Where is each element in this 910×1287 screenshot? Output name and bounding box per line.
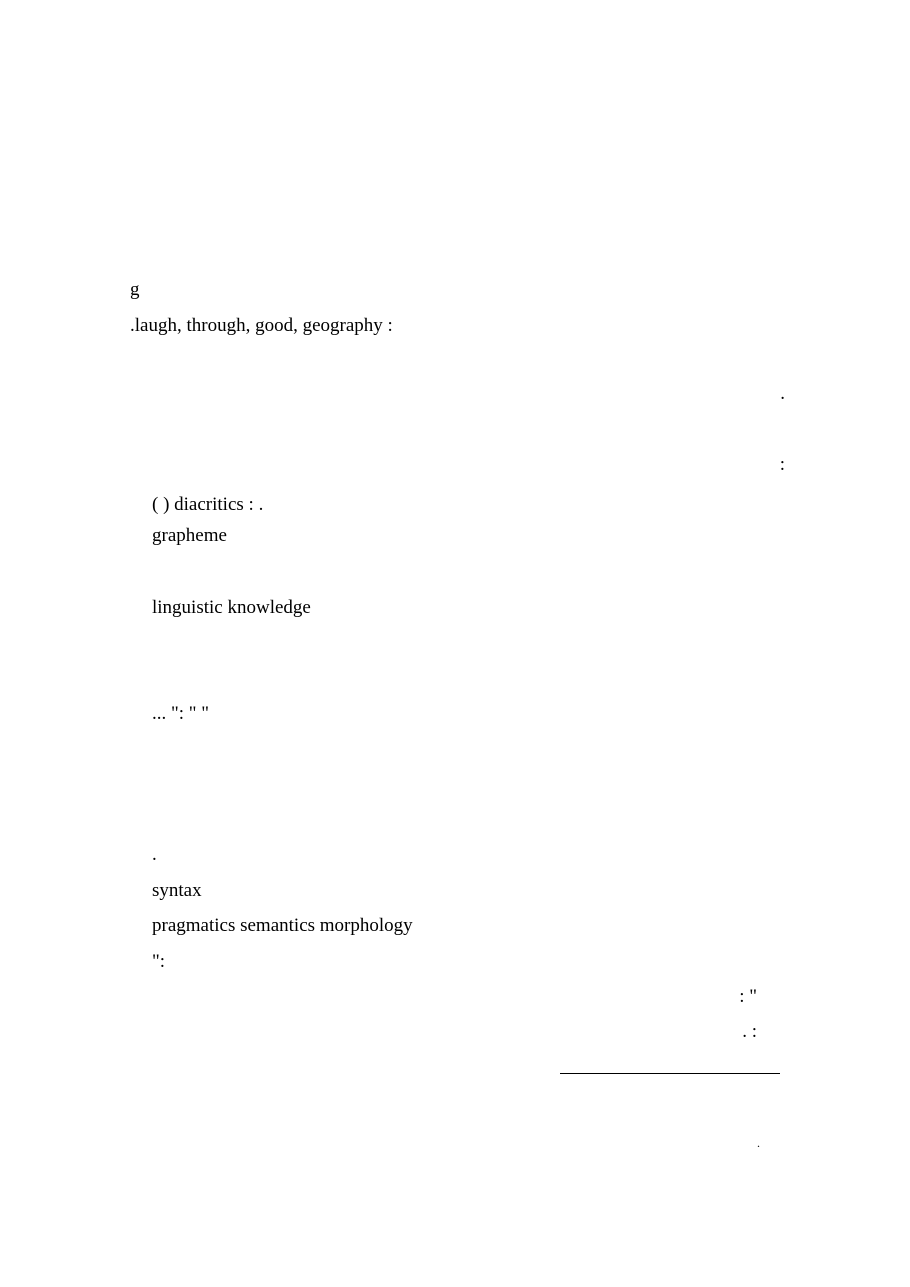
quote-line: ... ": " " bbox=[152, 703, 210, 724]
footnote-line: . bbox=[757, 1136, 760, 1150]
body-line: : bbox=[779, 454, 785, 475]
quote-line-text: ( ) diacritics : . bbox=[152, 494, 264, 515]
quote-line: ": bbox=[152, 951, 166, 972]
quote-line: grapheme bbox=[152, 525, 227, 546]
quote-line: : " bbox=[739, 986, 757, 1007]
body-line: .laugh, through, good, geography : bbox=[130, 315, 393, 336]
body-line: g bbox=[130, 279, 140, 300]
footnote-separator bbox=[560, 1073, 780, 1074]
body-line: . bbox=[780, 383, 785, 404]
quote-line: . bbox=[152, 844, 157, 865]
quote-line: . : bbox=[742, 1021, 757, 1042]
quote-line: syntax bbox=[152, 880, 202, 901]
quote-line: pragmatics semantics morphology bbox=[152, 915, 413, 936]
quote-line: linguistic knowledge bbox=[152, 597, 311, 618]
quote-line bbox=[152, 487, 757, 519]
